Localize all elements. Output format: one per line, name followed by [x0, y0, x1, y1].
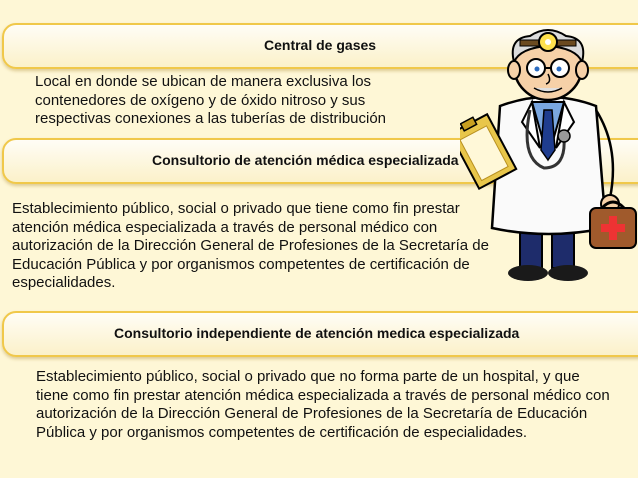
section-1-text: Local en donde se ubican de manera exclusiva los contenedores de oxígeno y de óxido nitroso y sus respectivas conexiones a las tuberías de distribución: [35, 73, 387, 127]
section-3-title: Consultorio independiente de atención medica especializada: [114, 325, 520, 341]
section-2-title: Consultorio de atención médica especializada: [152, 152, 459, 168]
doctor-cartoon-icon: [460, 18, 638, 288]
section-3-text: Establecimiento público, social o privado que no forma parte de un hospital, y que tiene como fin prestar atención médica especializada a través de personal médico con autorización de la Dirección General de Profesiones de la Secretaría de Educación Pública y por organismos competentes de certificación de especialidades.: [36, 368, 610, 441]
section-2-text: Establecimiento público, social o privado que tiene como fin prestar atención médica especializada a través de personal médico con autorización de la Dirección General de Profesiones de la Secretaría de Educación Pública y por organismos competentes de certificación de especialidades.: [12, 200, 489, 291]
section-3-header-bar: [2, 311, 638, 357]
section-1-title: Central de gases: [264, 37, 377, 53]
